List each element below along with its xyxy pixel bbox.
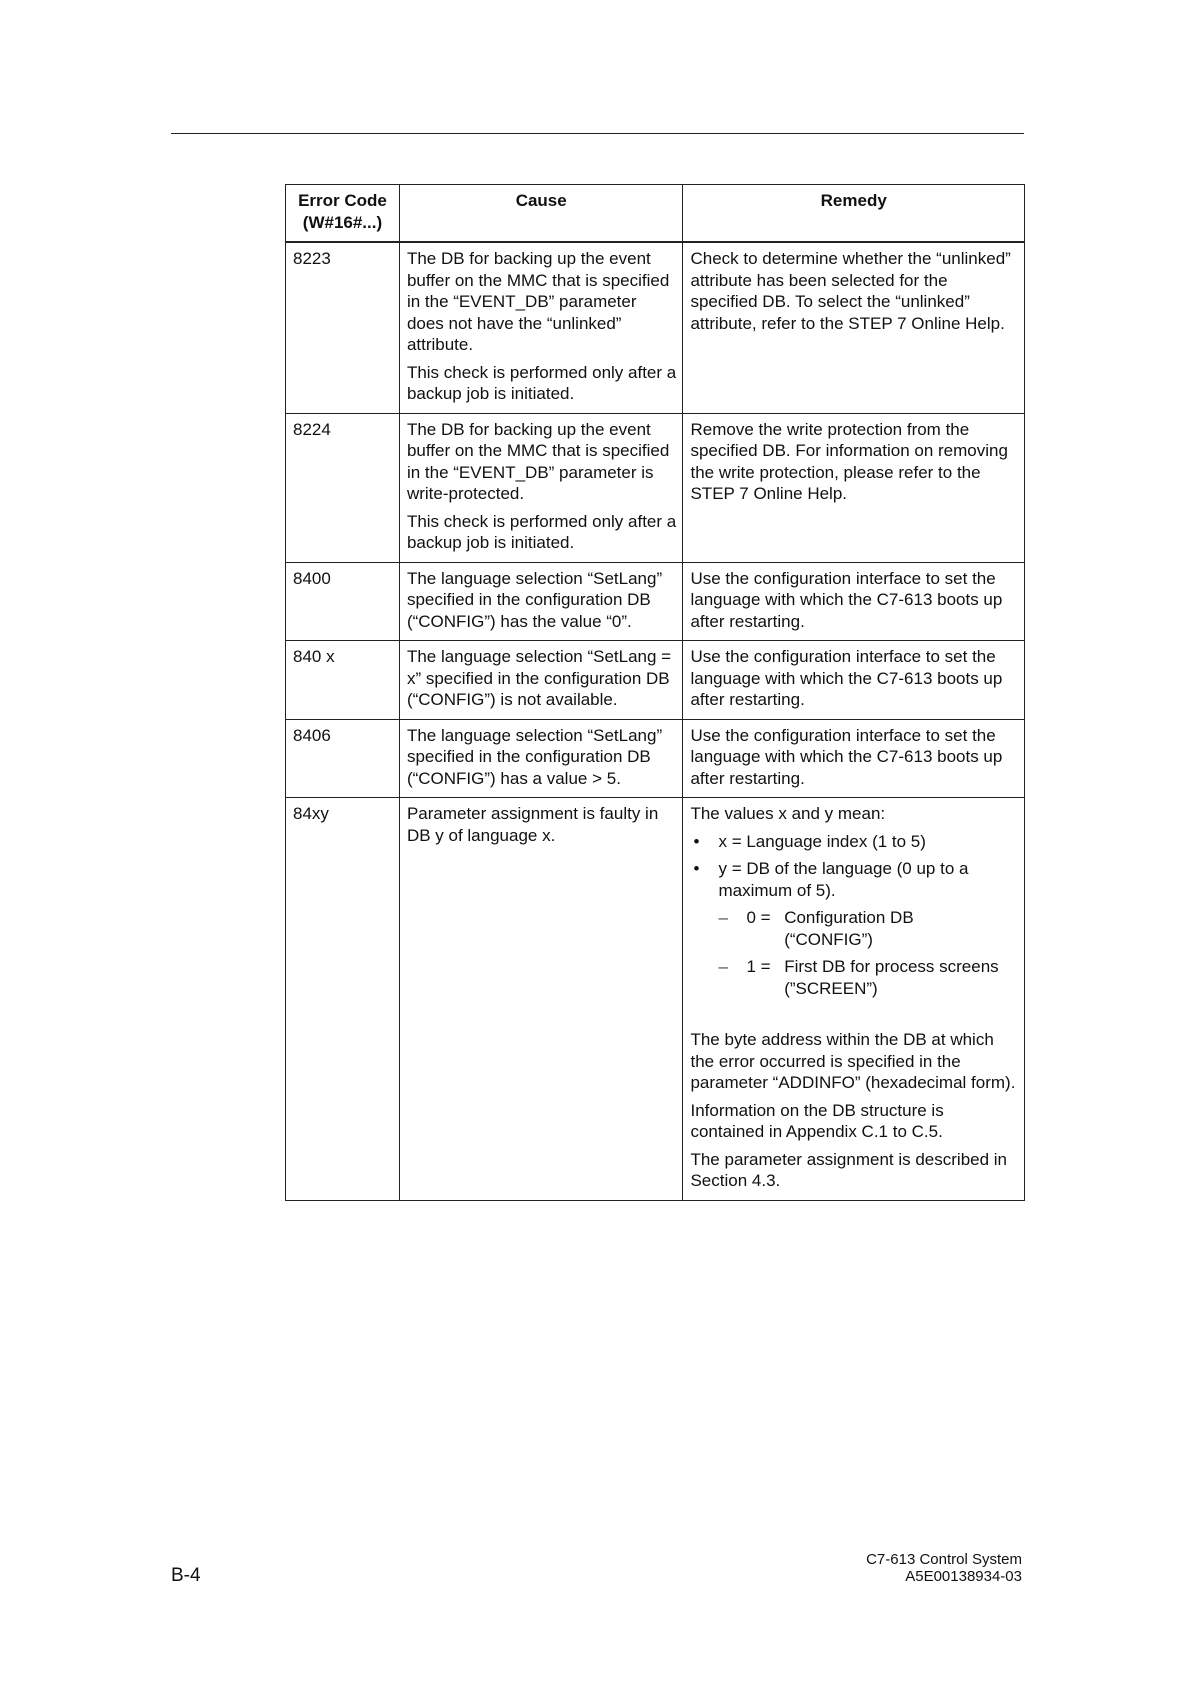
sub-item-key: 0 = bbox=[746, 908, 771, 927]
cause-cell bbox=[399, 641, 683, 720]
table-row bbox=[286, 413, 1025, 562]
table-header-row bbox=[286, 185, 1025, 243]
cause-text: The DB for backing up the event buffer on the MMC that is specified in the “EVENT_DB” parameter is write-protected. bbox=[406, 419, 670, 503]
table-row bbox=[286, 562, 1025, 641]
dash-icon: – bbox=[718, 957, 728, 976]
cause-cell bbox=[399, 798, 683, 1201]
table-row bbox=[286, 641, 1025, 720]
cause-note: This check is performed only after a backup job is initiated. bbox=[406, 362, 677, 403]
header-remedy: Remedy bbox=[683, 185, 1025, 243]
remedy-cell bbox=[683, 242, 1025, 413]
list-item bbox=[690, 858, 1018, 999]
table-row bbox=[286, 719, 1025, 798]
error-code: 84xy bbox=[286, 798, 400, 1201]
cause-text: The DB for backing up the event buffer on the MMC that is specified in the “EVENT_DB” parameter does not have the “unlinked” attribute. bbox=[406, 249, 670, 354]
remedy-cell bbox=[683, 562, 1025, 641]
dash-icon: – bbox=[718, 908, 728, 927]
cause-text: The language selection “SetLang” specified in the configuration DB (“CONFIG”) has the value “0”. bbox=[406, 568, 663, 631]
remedy-text: Use the configuration interface to set the language with which the C7-613 boots up after restarting. bbox=[690, 568, 1003, 631]
remedy-text: Use the configuration interface to set the language with which the C7-613 boots up after restarting. bbox=[690, 647, 1003, 709]
header-cause: Cause bbox=[399, 185, 683, 243]
remedy-cell bbox=[683, 641, 1025, 720]
sub-list bbox=[718, 907, 1018, 999]
remedy-text: Remove the write protection from the specified DB. For information on removing the write protection, please refer to the STEP 7 Online Help. bbox=[690, 419, 1008, 503]
list-item bbox=[690, 831, 1018, 853]
error-code: 8223 bbox=[286, 242, 400, 413]
footer-info bbox=[866, 1551, 1022, 1585]
sub-item-text: First DB for process screens (”SCREEN”) bbox=[784, 957, 999, 998]
list-item-text: y = DB of the language (0 up to a maximum of 5). bbox=[718, 859, 969, 900]
bullet-icon: • bbox=[693, 831, 700, 851]
spacer bbox=[690, 999, 1018, 1029]
remedy-paragraph: The byte address within the DB at which the error occurred is specified in the parameter “ADDINFO” (hexadecimal form). bbox=[690, 1030, 1016, 1092]
table-row bbox=[286, 242, 1025, 413]
remedy-text: Check to determine whether the “unlinked” attribute has been selected for the specified DB. To select the “unlinked” attribute, refer to the STEP 7 Online Help. bbox=[690, 249, 1011, 333]
cause-note: This check is performed only after a backup job is initiated. bbox=[406, 511, 677, 552]
bullet-icon: • bbox=[693, 859, 700, 878]
table-row bbox=[286, 798, 1025, 1201]
error-code: 8224 bbox=[286, 413, 400, 562]
remedy-intro: The values x and y mean: bbox=[690, 804, 886, 823]
error-code-table bbox=[285, 184, 1025, 1201]
bullet-list bbox=[690, 831, 1018, 1000]
cause-cell bbox=[399, 242, 683, 413]
sub-list-item bbox=[718, 907, 1018, 950]
error-code: 8406 bbox=[286, 719, 400, 798]
error-code: 840 x bbox=[286, 641, 400, 720]
cause-cell bbox=[399, 719, 683, 798]
sub-item-key: 1 = bbox=[746, 957, 771, 976]
cause-text: The language selection “SetLang = x” specified in the configuration DB (“CONFIG”) is not available. bbox=[406, 647, 672, 709]
remedy-cell bbox=[683, 719, 1025, 798]
remedy-cell bbox=[683, 798, 1025, 1201]
list-item-text: x = Language index (1 to 5) bbox=[718, 831, 926, 851]
page-number: B-4 bbox=[171, 1565, 201, 1586]
cause-text: Parameter assignment is faulty in DB y of language x. bbox=[406, 804, 659, 845]
cause-text: The language selection “SetLang” specified in the configuration DB (“CONFIG”) has a value > 5. bbox=[406, 725, 663, 788]
cause-cell bbox=[399, 562, 683, 641]
remedy-text: Use the configuration interface to set the language with which the C7-613 boots up after restarting. bbox=[690, 725, 1003, 788]
remedy-cell bbox=[683, 413, 1025, 562]
footer-title: C7-613 Control System bbox=[866, 1551, 1022, 1568]
error-code: 8400 bbox=[286, 562, 400, 641]
remedy-paragraph: Information on the DB structure is contained in Appendix C.1 to C.5. bbox=[690, 1100, 944, 1141]
sub-item-text: Configuration DB (“CONFIG”) bbox=[784, 908, 914, 949]
header-error-code: Error Code (W#16#...) bbox=[286, 185, 400, 243]
sub-list-item bbox=[718, 956, 1018, 999]
cause-cell bbox=[399, 413, 683, 562]
footer-doc-id: A5E00138934-03 bbox=[905, 1568, 1022, 1585]
header-rule bbox=[171, 133, 1024, 134]
remedy-paragraph: The parameter assignment is described in Section 4.3. bbox=[690, 1149, 1008, 1190]
